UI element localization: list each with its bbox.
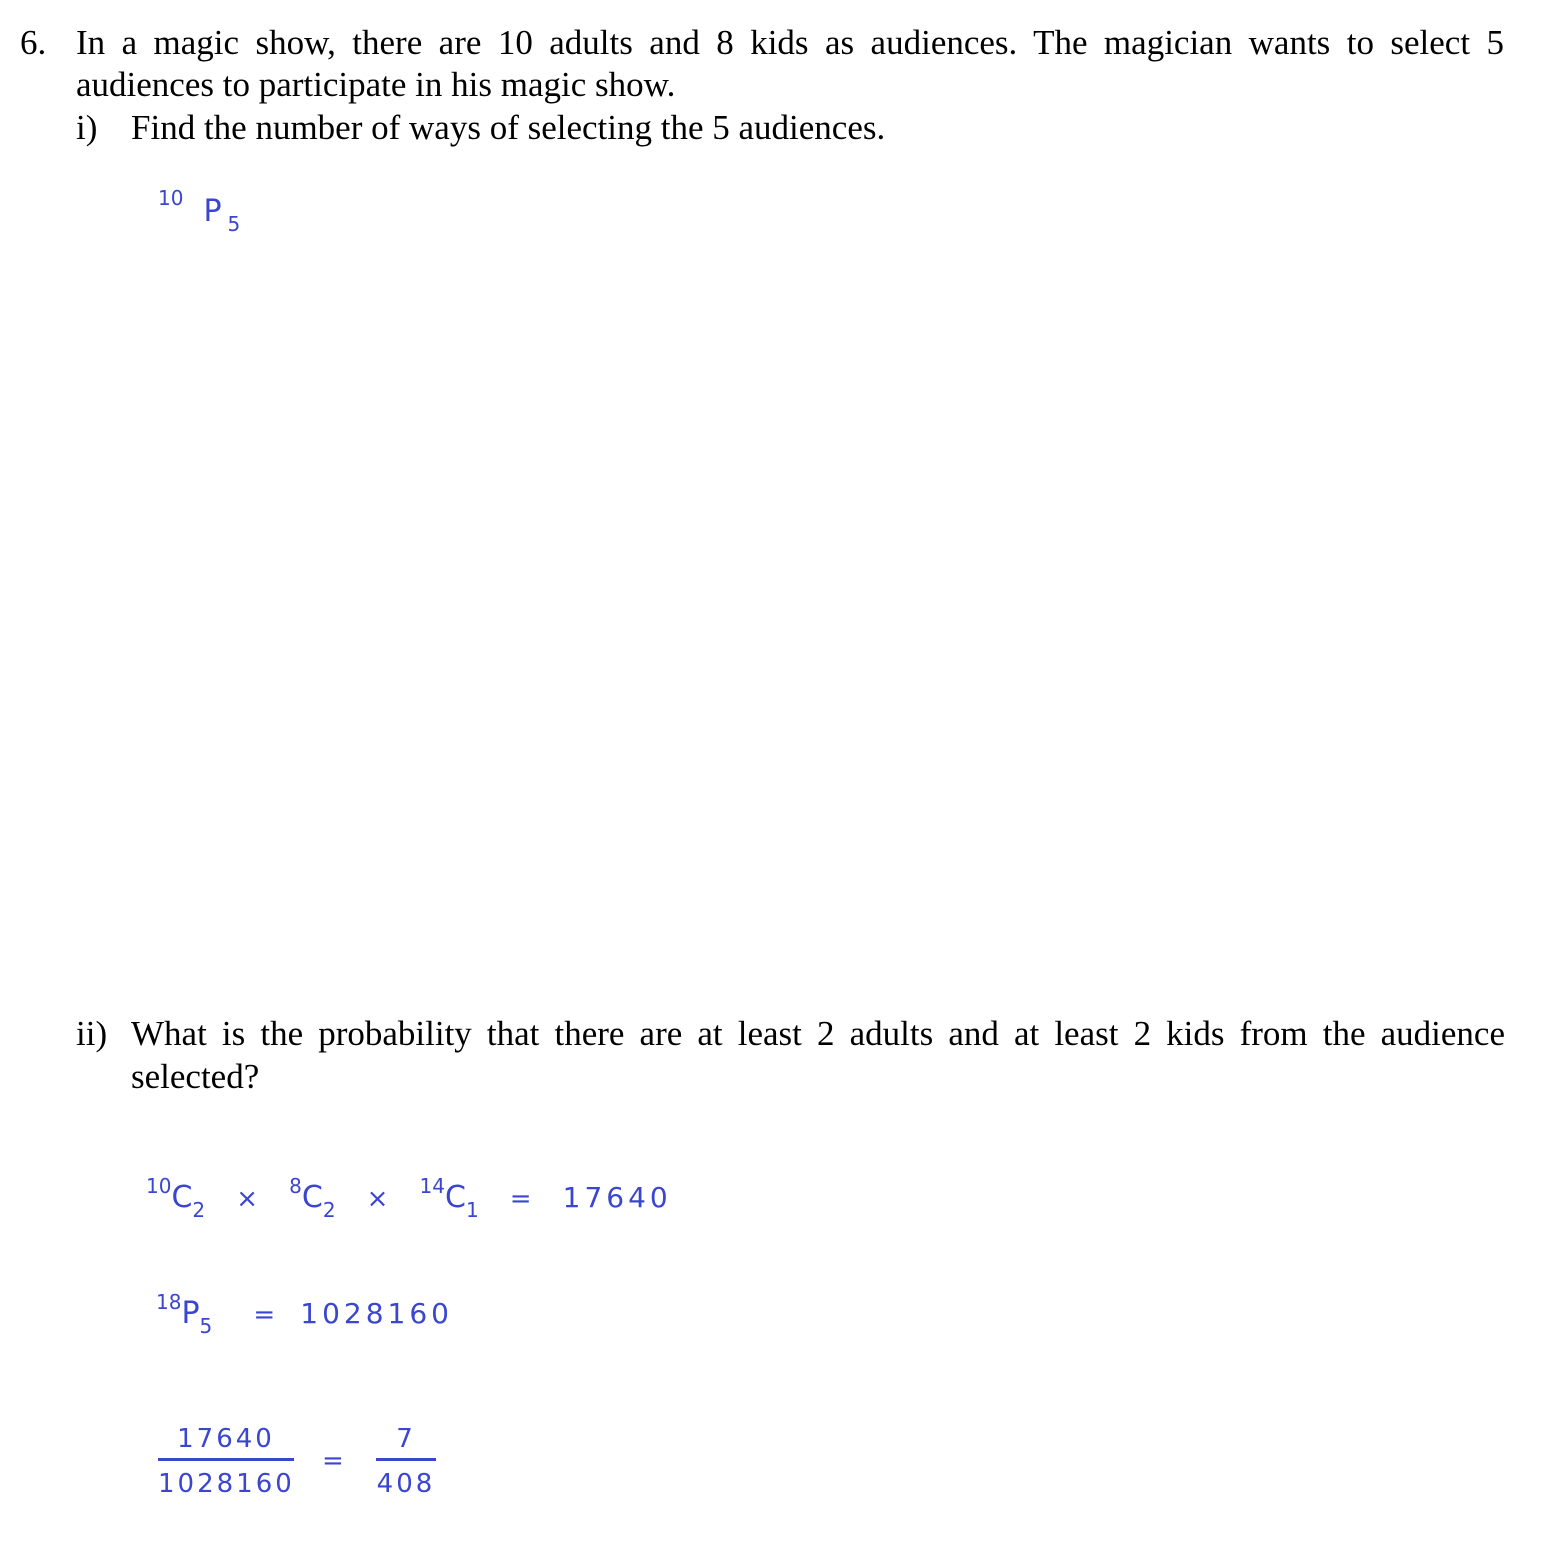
question-stem-line2: audiences to participate in his magic show. [76,65,676,104]
combination-term [289,1174,336,1222]
permutation-r: 5 [227,212,241,236]
total-result: 1028160 [300,1297,453,1330]
handwritten-answer-part-i [158,186,241,236]
fraction-bar [158,1458,294,1461]
combination-r: 2 [322,1198,336,1222]
permutation-r: 5 [199,1314,213,1338]
multiply-sign: × [366,1184,389,1214]
handwritten-favourable-outcomes [146,1174,672,1222]
part-ii-text-line2: selected? [131,1057,260,1096]
permutation-symbol: P [181,1296,200,1331]
fraction-bar [376,1458,436,1461]
combination-r: 2 [192,1198,206,1222]
combination-term [419,1174,479,1222]
combination-n: 10 [146,1174,172,1198]
part-i-label: i) [76,108,98,147]
combination-r: 1 [465,1198,479,1222]
permutation-n: 18 [156,1290,182,1314]
part-ii-text-line1: What is the probability that there are at least 2 adults and at least 2 kids from the audience [131,1014,1505,1053]
combination-symbol: C [301,1180,323,1215]
permutation-symbol: P [203,194,222,229]
question-stem-line1: In a magic show, there are 10 adults and 8 kids as audiences. The magician wants to select 5 [76,23,1504,62]
permutation-n: 10 [158,186,184,210]
part-ii-label: ii) [76,1014,108,1053]
combination-symbol: C [171,1180,193,1215]
combination-n: 8 [289,1174,302,1198]
equals-sign: = [509,1184,532,1214]
simplified-fraction [376,1424,436,1499]
handwritten-total-outcomes [156,1290,453,1338]
simplified-denominator: 408 [376,1469,436,1499]
favourable-result: 17640 [562,1181,672,1214]
part-i-text: Find the number of ways of selecting the 5 audiences. [131,108,886,147]
fraction-denominator: 1028160 [158,1469,295,1499]
multiply-sign: × [236,1184,259,1214]
equals-sign: = [322,1446,344,1476]
combination-symbol: C [444,1180,466,1215]
combination-n: 14 [419,1174,445,1198]
question-number: 6. [20,23,47,62]
fraction-numerator: 17640 [177,1424,275,1454]
probability-fraction [158,1424,294,1499]
combination-term [146,1174,206,1222]
equals-sign: = [253,1300,276,1330]
simplified-numerator: 7 [396,1424,416,1454]
